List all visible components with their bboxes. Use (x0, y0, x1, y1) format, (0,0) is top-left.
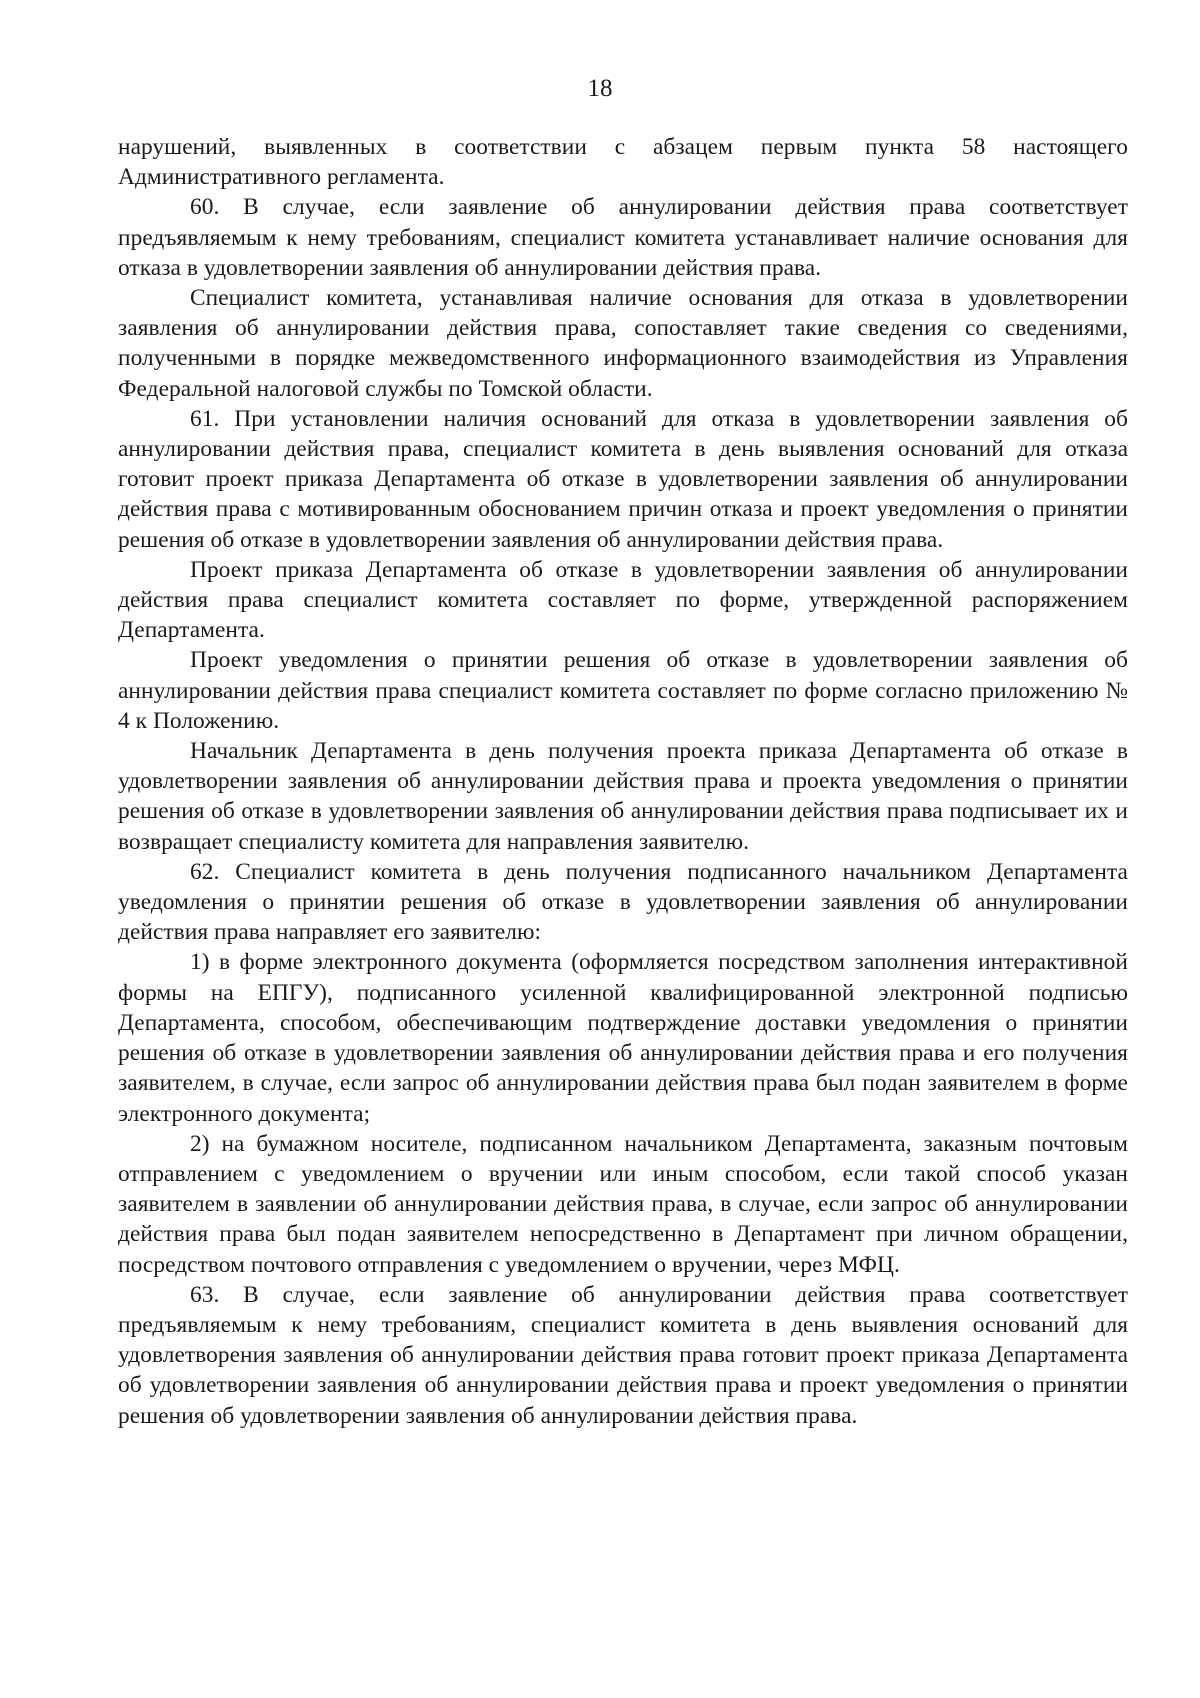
paragraph-clause-60: 60. В случае, если заявление об аннулировании действия права соответствует предъявляемым к нему требованиям, специалист комитета устанавливает наличие основания для отказа в удовлетворении заявления об аннулировании действия права. (118, 194, 1128, 281)
paragraph-continuation: нарушений, выявленных в соответствии с абзацем первым пункта 58 настоящего Административного регламента. (118, 134, 1128, 191)
paragraph-clause-61-order-draft: Проект приказа Департамента об отказе в удовлетворении заявления об аннулировании действия права специалист комитета составляет по форме, утвержденной распоряжением Департамента. (118, 556, 1128, 644)
paragraph-clause-63: 63. В случае, если заявление об аннулировании действия права соответствует предъявляемым к нему требованиям, специалист комитета в день выявления оснований для удовлетворения заявления об аннулировании действия права готовит проект приказа Департамента об удовлетворении заявления об аннулировании действия права и проект уведомления о принятии решения об удовлетворении заявления об аннулировании действия права. (118, 1281, 1128, 1429)
paragraph-clause-62: 62. Специалист комитета в день получения подписанного начальником Департамента уведомления о принятии решения об отказе в удовлетворении заявления об аннулировании действия права направляет его заявителю: (118, 858, 1128, 946)
paragraph-clause-62-item-2: 2) на бумажном носителе, подписанном начальником Департамента, заказным почтовым отправлением с уведомлением о вручении или иным способом, если такой способ указан заявителем в заявлении об аннулировании действия права, в случае, если запрос об аннулировании действия права был подан заявителем непосредственно в Департамент при личном обращении, посредством почтового отправления с уведомлением о вручении, через МФЦ. (118, 1130, 1128, 1278)
page-number: 18 (587, 75, 613, 102)
paragraph-clause-61-notice-draft: Проект уведомления о принятии решения об отказе в удовлетворении заявления об аннулировании действия права специалист комитета составляет по форме согласно приложению № 4 к Положению. (118, 647, 1128, 734)
paragraph-clause-61-signing: Начальник Департамента в день получения проекта приказа Департамента об отказе в удовлетворении заявления об аннулировании действия права и проекта уведомления о принятии решения об отказе в удовлетворении заявления об аннулировании действия права подписывает их и возвращает специалисту комитета для направления заявителю. (118, 738, 1128, 855)
paragraph-clause-60-verification: Специалист комитета, устанавливая наличие основания для отказа в удовлетворении заявления об аннулировании действия права, сопоставляет такие сведения со сведениями, полученными в порядке межведомственного информационного взаимодействия из Управления Федеральной налоговой службы по Томской области. (118, 285, 1128, 402)
document-body (118, 132, 1128, 1431)
paragraph-clause-61: 61. При установлении наличия оснований для отказа в удовлетворении заявления об аннулировании действия права, специалист комитета в день выявления оснований для отказа готовит проект приказа Департамента об отказе в удовлетворении заявления об аннулировании действия права с мотивированным обоснованием причин отказа и проект уведомления о принятии решения об отказе в удовлетворении заявления об аннулировании действия права. (118, 405, 1128, 553)
paragraph-clause-62-item-1: 1) в форме электронного документа (оформляется посредством заполнения интерактивной формы на ЕПГУ), подписанного усиленной квалифицированной электронной подписью Департамента, способом, обеспечивающим подтверждение доставки уведомления о принятии решения об отказе в удовлетворении заявления об аннулировании действия права и его получения заявителем, в случае, если запрос об аннулировании действия права был подан заявителем в форме электронного документа; (118, 949, 1128, 1127)
